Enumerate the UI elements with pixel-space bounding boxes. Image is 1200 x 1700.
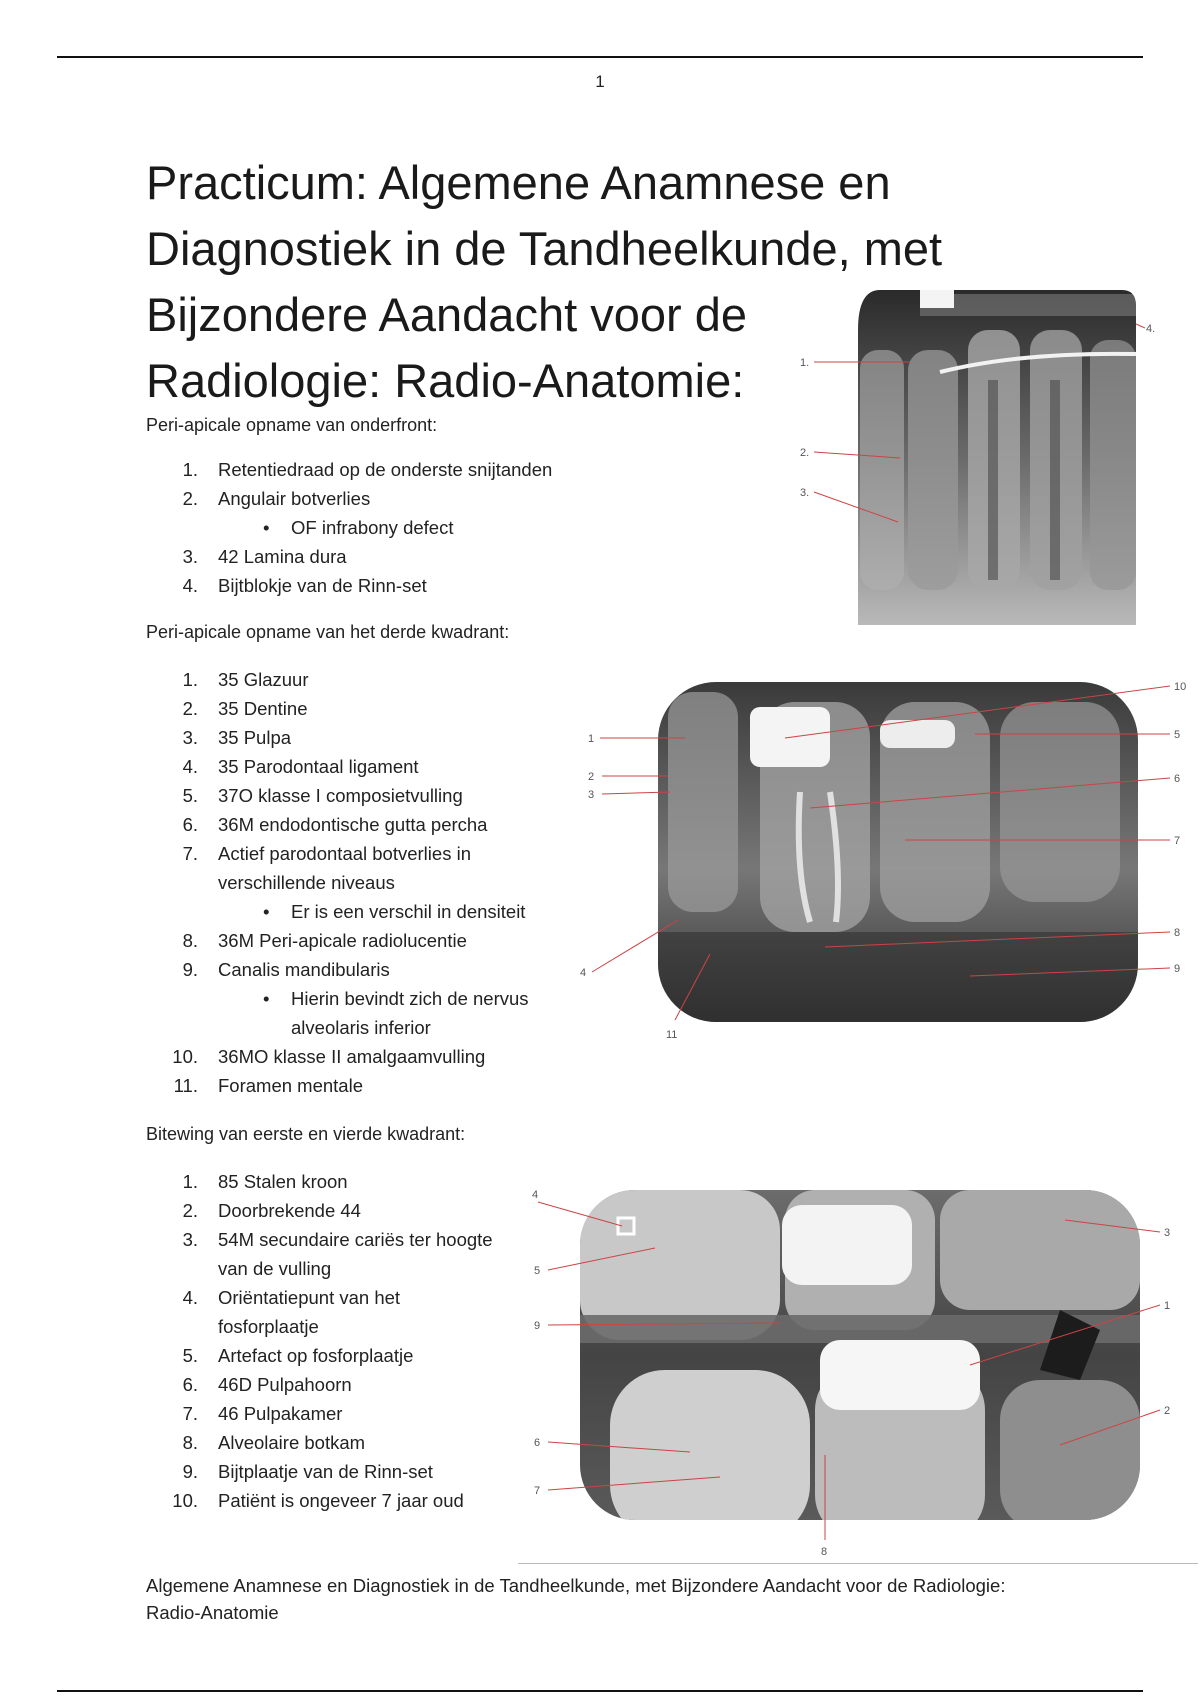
- figure-label: 6: [534, 1437, 541, 1449]
- footer-caption: Algemene Anamnese en Diagnostiek in de Tandheelkunde, met Bijzondere Aandacht voor de Radiologie: Radio-Anatomie: [146, 1575, 1006, 1623]
- figure-label: 3: [1164, 1227, 1171, 1239]
- section-heading-derde-kwadrant: Peri-apicale opname van het derde kwadrant:: [146, 622, 510, 642]
- figure-label: 6: [1174, 773, 1181, 785]
- list-item: 6. 46D Pulpahoorn: [182, 1374, 352, 1395]
- list-item: 10. Patiënt is ongeveer 7 jaar oud: [172, 1490, 464, 1511]
- list-onderfront: [146, 455, 552, 600]
- caption-divider: [518, 1563, 1198, 1564]
- list-item: 2. Doorbrekende 44: [182, 1200, 361, 1221]
- figure-label: 10: [1174, 681, 1187, 693]
- section-heading-onderfront: Peri-apicale opname van onderfront:: [146, 415, 438, 435]
- list-bitewing: [146, 1167, 493, 1515]
- figure-label: 7: [1174, 835, 1181, 847]
- figure-label: 5: [1174, 729, 1181, 741]
- list-item: 7. 46 Pulpakamer: [182, 1403, 343, 1424]
- bottom-rule: [57, 1690, 1143, 1692]
- figure-label: 8: [821, 1546, 828, 1558]
- list-item: 3. 42 Lamina dura: [182, 546, 347, 567]
- page-number: 1: [595, 72, 605, 91]
- list-item: 5. Artefact op fosforplaatje: [182, 1345, 414, 1366]
- section-heading-bitewing: Bitewing van eerste en vierde kwadrant:: [146, 1124, 466, 1144]
- list-item: 10. 36MO klasse II amalgaamvulling: [172, 1046, 486, 1067]
- figure-label: 4: [580, 967, 587, 979]
- list-item: 8. 36M Peri-apicale radiolucentie: [182, 930, 467, 951]
- list-item: 3. 35 Pulpa: [182, 727, 292, 748]
- list-item: 9. Bijtplaatje van de Rinn-set: [182, 1461, 433, 1482]
- figure-label: 11: [666, 1029, 678, 1041]
- sub-list-item: • Hierin bevindt zich de nervus alveolaris inferior: [218, 984, 538, 1042]
- list-item: 2. Angulair botverlies • OF infrabony defect: [146, 484, 552, 542]
- figure-label: 7: [534, 1485, 541, 1497]
- list-item: 3. 54M secundaire cariës ter hoogte van de vulling: [182, 1229, 493, 1279]
- figure-label: 1: [588, 733, 595, 745]
- top-rule: [57, 56, 1143, 58]
- list-item: 11. Foramen mentale: [173, 1075, 363, 1096]
- list-item: 8. Alveolaire botkam: [182, 1432, 366, 1453]
- figure-label: 1.: [800, 357, 810, 369]
- page-title: Practicum: Algemene Anamnese en Diagnostiek in de Tandheelkunde, met Bijzondere Aandacht voor de Radiologie: Radio-Anatomie:: [146, 156, 943, 407]
- sub-list-item: • OF infrabony defect: [218, 513, 552, 542]
- figure-label: 4: [532, 1189, 539, 1201]
- xray-derde-kwadrant: [580, 672, 1195, 1042]
- figure-label: 9: [1174, 963, 1181, 975]
- figure-label: 1: [1164, 1300, 1171, 1312]
- list-item: 4. Oriëntatiepunt van het fosforplaatje: [182, 1287, 401, 1337]
- xray-bitewing: [520, 1180, 1195, 1565]
- list-item: 4. 35 Parodontaal ligament: [182, 756, 419, 777]
- list-derde-kwadrant: [146, 665, 538, 1100]
- xray-onderfront: [800, 290, 1160, 625]
- list-item: 1. Retentiedraad op de onderste snijtanden: [182, 459, 553, 480]
- list-item: 6. 36M endodontische gutta percha: [182, 814, 488, 835]
- figure-label: 3: [588, 789, 595, 801]
- list-item: 1. 85 Stalen kroon: [182, 1171, 348, 1192]
- figure-label: 3.: [800, 487, 810, 499]
- figure-label: 4.: [1146, 323, 1156, 335]
- list-item: 5. 37O klasse I composietvulling: [182, 785, 463, 806]
- list-item: 2. 35 Dentine: [182, 698, 308, 719]
- list-item: 9. Canalis mandibularis • Hierin bevindt zich de nervus alveolaris inferior: [146, 955, 538, 1042]
- list-item: 4. Bijtblokje van de Rinn-set: [182, 575, 427, 596]
- figure-label: 8: [1174, 927, 1181, 939]
- sub-list-item: • Er is een verschil in densiteit: [218, 897, 578, 926]
- list-item: 1. 35 Glazuur: [182, 669, 309, 690]
- figure-label: 5: [534, 1265, 541, 1277]
- figure-label: 9: [534, 1320, 541, 1332]
- figure-label: 2: [588, 771, 595, 783]
- figure-label: 2.: [800, 447, 810, 459]
- list-item: 7. Actief parodontaal botverlies in verschillende niveaus • Er is een verschil in densiteit: [146, 839, 508, 926]
- figure-label: 2: [1164, 1405, 1171, 1417]
